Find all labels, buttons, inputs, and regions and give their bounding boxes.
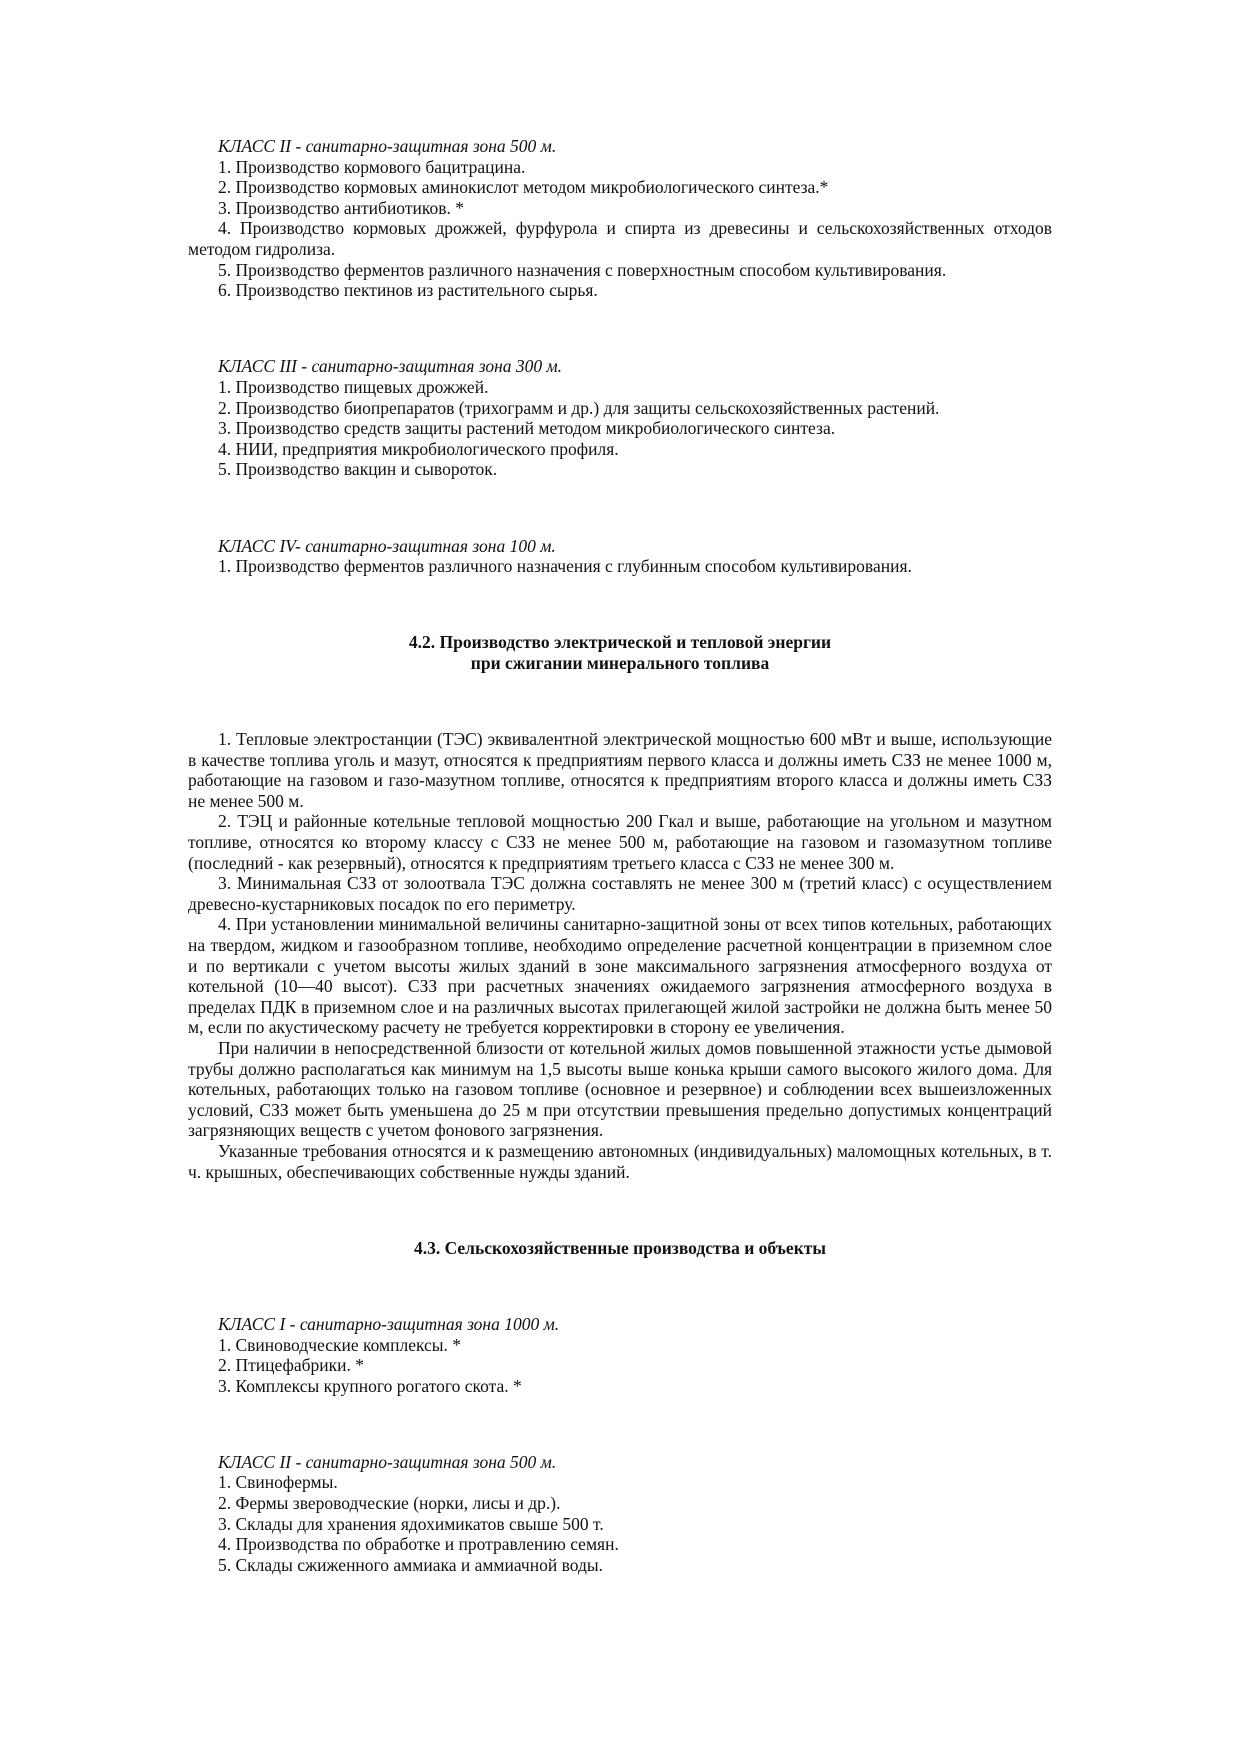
paragraph: 2. Птицефабрики. * xyxy=(218,1355,364,1376)
paragraph: 6. Производство пектинов из растительного сырья. xyxy=(218,280,598,301)
paragraph: Указанные требования относятся и к размещению автономных (индивидуальных) маломощных котельных, в т. ч. крышных, обеспечивающих собственные нужды зданий. xyxy=(188,1140,1052,1182)
paragraph: 2. Фермы звероводческие (норки, лисы и др.). xyxy=(218,1493,561,1514)
blank-line xyxy=(188,318,1052,339)
paragraph: 2. Производство кормовых аминокислот методом микробиологического синтеза.* xyxy=(218,177,829,198)
blank-line xyxy=(188,1200,1052,1221)
paragraph: 1. Свинофермы. xyxy=(218,1472,338,1493)
paragraph: 1. Производство пищевых дрожжей. xyxy=(218,376,489,397)
section-heading: 4.3. Сельскохозяйственные производства и объекты xyxy=(413,1237,827,1258)
paragraph: 1. Производство кормового бацитрацина. xyxy=(218,156,526,177)
blank-line xyxy=(188,691,1052,712)
section-heading: при сжигании минерального топлива xyxy=(470,652,770,673)
paragraph: 5. Производство ферментов различного назначения с поверхностным способом культивирования. xyxy=(218,259,947,280)
section-heading: 4.2. Производство электрической и тепловой энергии xyxy=(408,632,832,653)
blank-line xyxy=(188,1414,1052,1435)
paragraph: 4. Производство кормовых дрожжей, фурфурола и спирта из древесины и сельскохозяйственных отходов методом гидролиза. xyxy=(188,218,1052,259)
paragraph: 1. Тепловые электростанции (ТЭС) эквивалентной электрической мощностью 600 мВт и выше, использующие в качестве топлива уголь и мазут, относятся к предприятиям первого класса и должны иметь СЗЗ не менее 1000 м, работающие на газовом и газо-мазутном топливе, относятся к предприятиям второго класса и должны иметь СЗЗ не менее 500 м. xyxy=(188,729,1052,811)
paragraph: 5. Склады сжиженного аммиака и аммиачной воды. xyxy=(218,1554,604,1575)
paragraph: 1. Производство ферментов различного назначения с глубинным способом культивирования. xyxy=(218,556,912,577)
paragraph: 3. Минимальная СЗЗ от золоотвала ТЭС должна составлять не менее 300 м (третий класс) с осуществлением древесно-кустарниковых посадок по его периметру. xyxy=(188,873,1052,914)
class-heading: КЛАСС IV- санитарно-защитная зона 100 м. xyxy=(218,535,556,556)
class-heading: КЛАСС II - санитарно-защитная зона 500 м. xyxy=(218,1451,557,1472)
paragraph: 2. Производство биопрепаратов (трихограмм и др.) для защиты сельскохозяйственных растений. xyxy=(218,397,940,418)
paragraph: 3. Комплексы крупного рогатого скота. * xyxy=(218,1375,522,1396)
blank-line xyxy=(188,594,1052,615)
paragraph: При наличии в непосредственной близости от котельной жилых домов повышенной этажности устье дымовой трубы должно располагаться как минимум на 1,5 высоты выше конька крыши самого высокого жилого дома. Для котельных, работающих только на газовом топливе (основное и резервное) и соблюдении всех вышеизложенных условий, СЗЗ может быть уменьшена до 25 м при отсутствии превышения предельно допустимых концентраций загрязняющих веществ с учетом фонового загрязнения. xyxy=(188,1037,1052,1141)
paragraph: 1. Свиноводческие комплексы. * xyxy=(218,1334,462,1355)
paragraph: 4. Производства по обработке и протравлению семян. xyxy=(218,1534,619,1555)
blank-line xyxy=(188,1276,1052,1297)
blank-line xyxy=(188,497,1052,518)
paragraph: 5. Производство вакцин и сывороток. xyxy=(218,459,498,480)
document-page xyxy=(188,136,1052,1575)
paragraph: 3. Производство антибиотиков. * xyxy=(218,197,464,218)
paragraph: 4. НИИ, предприятия микробиологического профиля. xyxy=(218,438,619,459)
paragraph: 4. При установлении минимальной величины санитарно-защитной зоны от всех типов котельных, работающих на твердом, жидком и газообразном топливе, необходимо определение расчетной концентрации в приземном слое и по вертикали с учетом высоты жилых зданий в зоне максимального загрязнения атмосферного воздуха от котельной (10—40 высот). СЗЗ при расчетных значениях ожидаемого загрязнения атмосферного воздуха в пределах ПДК в приземном слое и на различных высотах прилегающей жилой застройки не должна быть менее 50 м, если по акустическому расчету не требуется корректировки в сторону ее увеличения. xyxy=(188,914,1052,1038)
paragraph: 2. ТЭЦ и районные котельные тепловой мощностью 200 Гкал и выше, работающие на угольном и мазутном топливе, относятся ко второму классу с СЗЗ не менее 500 м, работающие на газовом и газомазутном топливе (последний - как резервный), относятся к предприятиям третьего класса с СЗЗ не менее 300 м. xyxy=(188,811,1052,873)
class-heading: КЛАСС III - санитарно-защитная зона 300 м. xyxy=(218,356,563,377)
class-heading: КЛАСС I - санитарно-защитная зона 1000 м. xyxy=(218,1313,560,1334)
class-heading: КЛАСС II - санитарно-защитная зона 500 м. xyxy=(218,136,557,156)
paragraph: 3. Производство средств защиты растений методом микробиологического синтеза. xyxy=(218,418,836,439)
paragraph: 3. Склады для хранения ядохимикатов свыше 500 т. xyxy=(218,1513,604,1534)
